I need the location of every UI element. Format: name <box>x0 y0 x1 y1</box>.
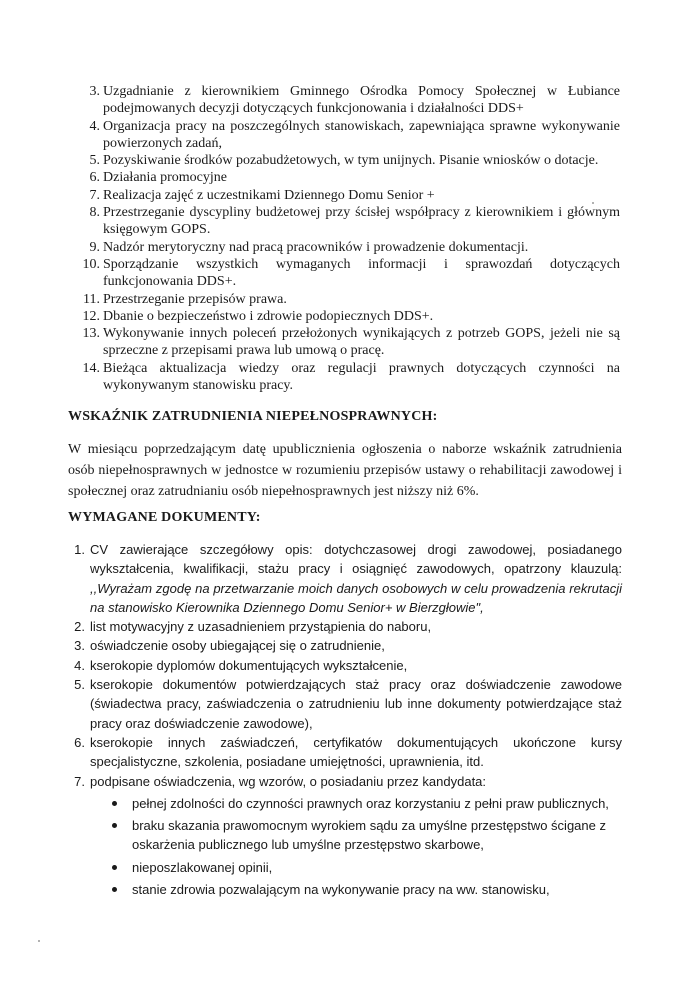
list-item <box>80 187 620 204</box>
list-number: 3. <box>74 638 85 654</box>
bullet-icon <box>112 801 117 806</box>
list-number: 5. <box>74 677 85 693</box>
list-number: 6. <box>74 734 85 750</box>
scan-speck <box>592 202 594 204</box>
list-item-text <box>90 540 622 617</box>
list-item-text: Wykonywanie innych poleceń przełożonych wynikających z potrzeb GOPS, jeżeli nie są sprzeczne z przepisami prawa lub umową o pracę. <box>103 326 620 359</box>
required-documents-heading: WYMAGANE DOKUMENTY: <box>68 510 261 525</box>
list-item <box>68 772 622 900</box>
list-number: 9. <box>89 239 100 255</box>
bullet-text: braku skazania prawomocnym wyrokiem sądu za umyślne przestępstwo ścigane z oskarżenia publicznego lub umyślne przestępstwo skarbowe, <box>132 818 606 853</box>
list-item-text: Realizacja zajęć z uczestnikami Dziennego Domu Senior + <box>103 187 435 203</box>
list-item-text: Uzgadnianie z kierownikiem Gminnego Ośrodka Pomocy Społecznej w Łubiance podejmowanych decyzji dotyczących funkcjonowania i działalności DDS+ <box>103 84 620 117</box>
list-item-text: kserokopie dokumentów potwierdzających staż pracy oraz doświadczenie zawodowe (świadectwa pracy, zaświadczenia o zatrudnieniu lub inne dokumenty potwierdzające staż pracy oraz doświadczenie zawodowe), <box>90 677 622 731</box>
list-item <box>80 83 620 118</box>
list-item-text: Przestrzeganie przepisów prawa. <box>103 291 287 307</box>
list-item-text: Przestrzeganie dyscypliny budżetowej przy ścisłej współpracy z kierownikiem i głównym księgowym GOPS. <box>103 205 620 238</box>
list-number: 2. <box>74 619 85 635</box>
bullet-item <box>90 794 622 813</box>
list-item-text: Sporządzanie wszystkich wymaganych informacji i sprawozdań dotyczących funkcjonowania DDS+. <box>103 256 620 290</box>
list-number: 11. <box>83 291 100 307</box>
list-item-text: kserokopie dyplomów dokumentujących wykształcenie, <box>90 657 408 673</box>
list-item-text: oświadczenie osoby ubiegającej się o zatrudnienie, <box>90 638 385 654</box>
list-item-text: Dbanie o bezpieczeństwo i zdrowie podopiecznych DDS+. <box>103 308 434 324</box>
list-item <box>80 291 620 308</box>
list-item <box>80 308 620 325</box>
list-item-text: Bieżąca aktualizacja wiedzy oraz regulacji prawnych dotyczących czynności na wykonywanym stanowisku pracy. <box>103 360 620 394</box>
list-item-text: Organizacja pracy na poszczególnych stanowiskach, zapewniająca sprawne wykonywanie powierzonych zadań, <box>103 118 620 151</box>
list-item <box>68 656 622 675</box>
bullet-item <box>90 858 622 877</box>
bullet-icon <box>112 865 117 870</box>
list-number: 5. <box>89 153 100 169</box>
disabled-employment-heading: WSKAŹNIK ZATRUDNIENIA NIEPEŁNOSPRAWNYCH: <box>68 409 438 424</box>
bullet-icon <box>112 887 117 892</box>
list-number: 7. <box>74 773 85 789</box>
list-number: 7. <box>89 187 100 203</box>
list-item <box>80 239 620 256</box>
list-item <box>80 204 620 239</box>
required-documents-list <box>68 540 622 902</box>
bullet-text: nieposzlakowanej opinii, <box>132 859 273 875</box>
list-number: 4. <box>89 118 100 134</box>
cv-requirement-text: CV zawierające szczegółowy opis: dotychczasowej drogi zawodowej, posiadanego wykształcenia, kwalifikacji, stażu pracy i osiągnięć zawodowych, opatrzony klauzulą: <box>90 542 622 577</box>
list-number: 12. <box>82 308 100 324</box>
list-number: 1. <box>74 542 85 557</box>
list-item <box>80 118 620 153</box>
list-number: 13. <box>82 326 100 342</box>
list-item <box>80 325 620 360</box>
list-number: 6. <box>89 170 100 186</box>
bullet-text: stanie zdrowia pozwalającym na wykonywanie pracy na ww. stanowisku, <box>132 882 550 898</box>
list-item-text: podpisane oświadczenia, wg wzorów, o posiadaniu przez kandydata: <box>90 773 487 789</box>
list-item <box>68 733 622 772</box>
list-item-text: kserokopie innych zaświadczeń, certyfikatów dokumentujących ukończone kursy specjalistyczne, szkolenia, posiadane umiejętności, uprawnienia, itd. <box>90 734 622 770</box>
scan-speck <box>38 940 40 942</box>
list-item-text: list motywacyjny z uzasadnieniem przystąpienia do naboru, <box>90 619 432 635</box>
list-item <box>80 152 620 169</box>
list-number: 14. <box>82 360 100 376</box>
list-item <box>68 636 622 655</box>
list-item-text: Działania promocyjne <box>103 170 228 186</box>
list-number: 8. <box>89 205 100 221</box>
bullet-icon <box>112 823 117 828</box>
list-number: 10. <box>82 256 100 272</box>
list-item <box>80 360 620 395</box>
list-item <box>80 256 620 291</box>
disabled-employment-paragraph: W miesiącu poprzedzającym datę upublicznienia ogłoszenia o naborze wskaźnik zatrudnienia osób niepełnosprawnych w jednostce w rozumieniu przepisów ustawy o rehabilitacji zawodowej i społecznej oraz zatrudnianiu osób niepełnosprawnych jest niższy niż 6%. <box>68 442 622 499</box>
list-item <box>68 540 622 617</box>
consent-clause: ,,Wyrażam zgodę na przetwarzanie moich danych osobowych w celu prowadzenia rekrutacji na stanowisko Kierownika Dziennego Domu Senior+ w Bierzgłowie", <box>90 580 622 615</box>
list-number: 3. <box>89 84 100 99</box>
bullet-text: pełnej zdolności do czynności prawnych oraz korzystaniu z pełni praw publicznych, <box>132 795 609 811</box>
list-item <box>80 169 620 186</box>
list-item-text: Nadzór merytoryczny nad pracą pracowników i prowadzenie dokumentacji. <box>103 239 529 255</box>
list-item <box>68 617 622 636</box>
bullet-item <box>90 816 622 855</box>
list-number: 4. <box>74 657 85 673</box>
statement-bullet-list <box>90 794 622 899</box>
list-item <box>68 675 622 733</box>
bullet-item <box>90 880 622 899</box>
duties-list <box>80 83 620 394</box>
list-item-text: Pozyskiwanie środków pozabudżetowych, w tym unijnych. Pisanie wniosków o dotacje. <box>103 153 599 169</box>
